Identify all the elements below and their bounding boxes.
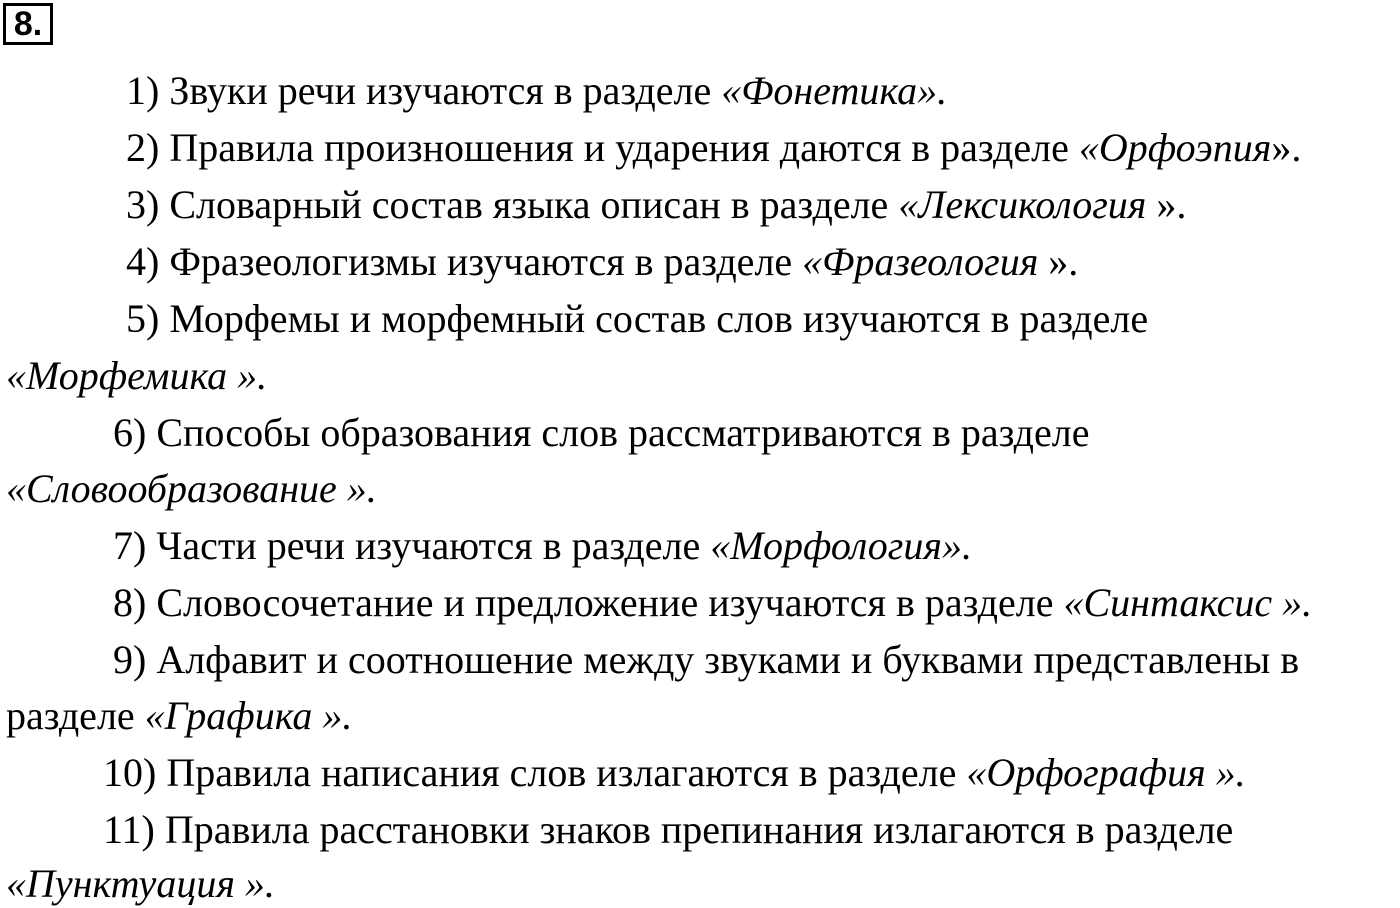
item-4-section: «Фразеология [802,239,1049,284]
item-3-tail: ». [1156,182,1187,227]
item-9-text: 9) Алфавит и соотношение между звуками и буквами представлены в [113,637,1300,682]
item-5 [126,295,1148,343]
item-8-text: 8) Словосочетание и предложение изучаются в разделе [113,580,1064,625]
item-3-text: 3) Словарный состав языка описан в разделе [126,182,899,227]
item-5-section: «Морфемика ». [6,353,268,398]
item-9 [113,636,1299,684]
item-11 [103,806,1233,854]
item-7-section: «Морфология». [710,523,973,568]
item-4-tail: ». [1048,239,1079,284]
item-4 [126,238,1078,286]
item-4-text: 4) Фразеологизмы изучаются в разделе [126,239,803,284]
item-1-text: 1) Звуки речи изучаются в разделе [126,68,722,113]
item-3 [126,181,1186,229]
item-5-text: 5) Морфемы и морфемный состав слов изучаются в разделе [126,296,1149,341]
item-9-cont [6,692,352,740]
item-9-text2: разделе [6,693,145,738]
item-6-text: 6) Способы образования слов рассматриваются в разделе [113,410,1090,455]
item-11-section: «Пунктуация ». [6,861,275,906]
item-6-section: «Словообразование ». [6,466,377,511]
item-6 [113,409,1090,457]
item-1-section: «Фонетика». [721,68,948,113]
task-number: 8. [3,3,53,45]
item-9-section: «Графика ». [144,693,353,738]
item-2-section: «Орфоэпия [1078,125,1272,170]
item-3-section: «Лексикология [898,182,1157,227]
item-7-text: 7) Части речи изучаются в разделе [113,523,711,568]
item-2-text: 2) Правила произношения и ударения даются в разделе [126,125,1079,170]
item-8 [113,579,1312,627]
item-7 [113,522,972,570]
item-11-text: 11) Правила расстановки знаков препинания излагаются в разделе [103,807,1234,852]
item-8-section: «Синтаксис ». [1063,580,1313,625]
item-2-tail: ». [1271,125,1302,170]
item-2 [126,124,1301,172]
item-10 [103,749,1246,797]
item-10-section: «Орфография ». [966,750,1246,795]
item-1 [126,67,947,115]
item-10-text: 10) Правила написания слов излагаются в разделе [103,750,967,795]
